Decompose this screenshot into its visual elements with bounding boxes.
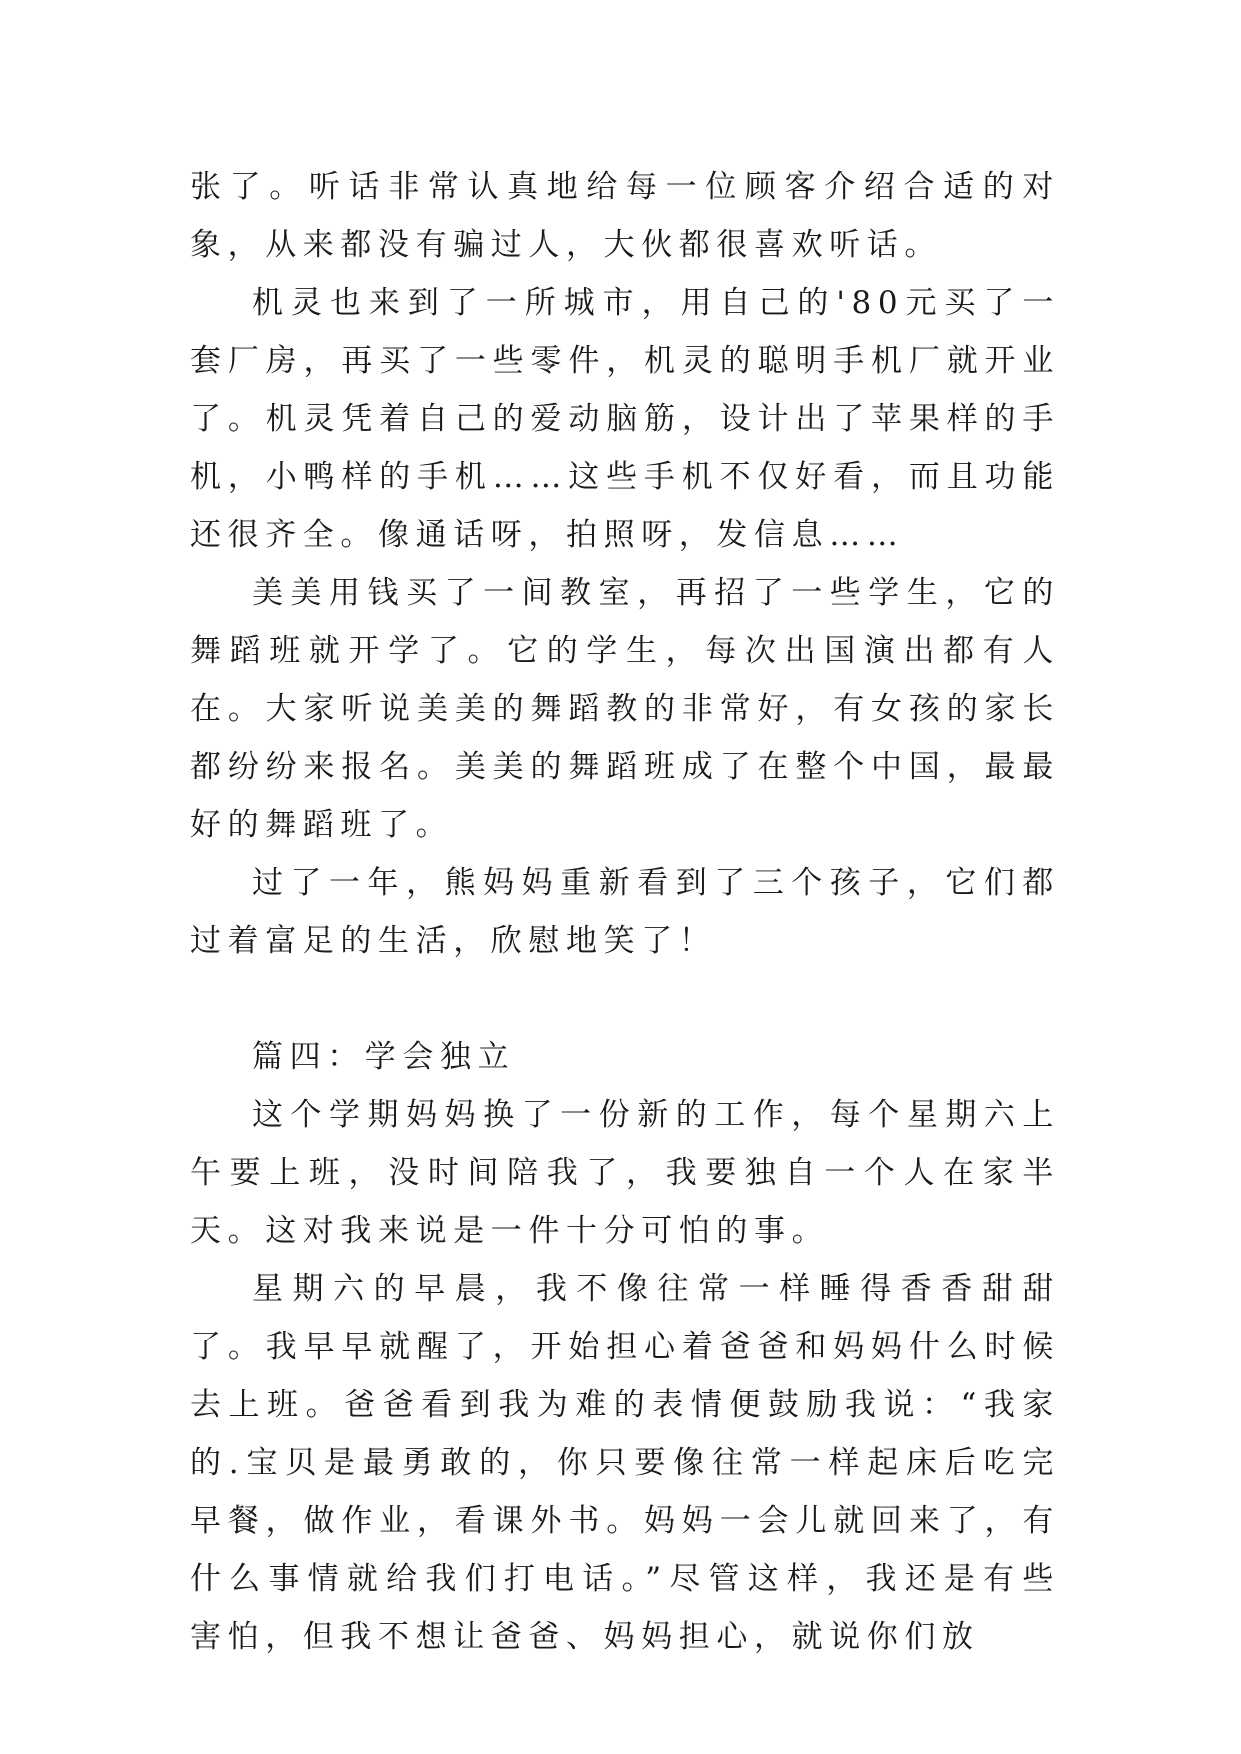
paragraph-5: 这个学期妈妈换了一份新的工作，每个星期六上午要上班，没时间陪我了，我要独自一个人在家半天。这对我来说是一件十分可怕的事。 <box>190 1097 1060 1249</box>
paragraph-3: 美美用钱买了一间教室，再招了一些学生，它的舞蹈班就开学了。它的学生，每次出国演出都有人在。大家听说美美的舞蹈教的非常好，有女孩的家长都纷纷来报名。美美的舞蹈班成了在整个中国，最最好的舞蹈班了。 <box>190 575 1060 843</box>
paragraph-4: 过了一年，熊妈妈重新看到了三个孩子，它们都过着富足的生活，欣慰地笑了！ <box>190 865 1060 959</box>
paragraph-2: 机灵也来到了一所城市，用自己的'80元买了一套厂房，再买了一些零件，机灵的聪明手机厂就开业了。机灵凭着自己的爱动脑筋，设计出了苹果样的手机，小鸭样的手机……这些手机不仅好看，而且功能还很齐全。像通话呀，拍照呀，发信息…… <box>190 285 1060 553</box>
section-spacer <box>190 970 1060 1028</box>
paragraph-1: 张了。听话非常认真地给每一位顾客介绍合适的对象，从来都没有骗过人，大伙都很喜欢听话。 <box>190 169 1060 263</box>
document-body <box>190 158 1060 1666</box>
paragraph-6: 星期六的早晨，我不像往常一样睡得香香甜甜了。我早早就醒了，开始担心着爸爸和妈妈什么时候去上班。爸爸看到我为难的表情便鼓励我说：“我家的.宝贝是最勇敢的，你只要像往常一样起床后吃完早餐，做作业，看课外书。妈妈一会儿就回来了，有什么事情就给我们打电话。”尽管这样，我还是有些害怕，但我不想让爸爸、妈妈担心，就说你们放 <box>190 1271 1060 1655</box>
section-heading: 篇四：学会独立 <box>252 1039 516 1075</box>
